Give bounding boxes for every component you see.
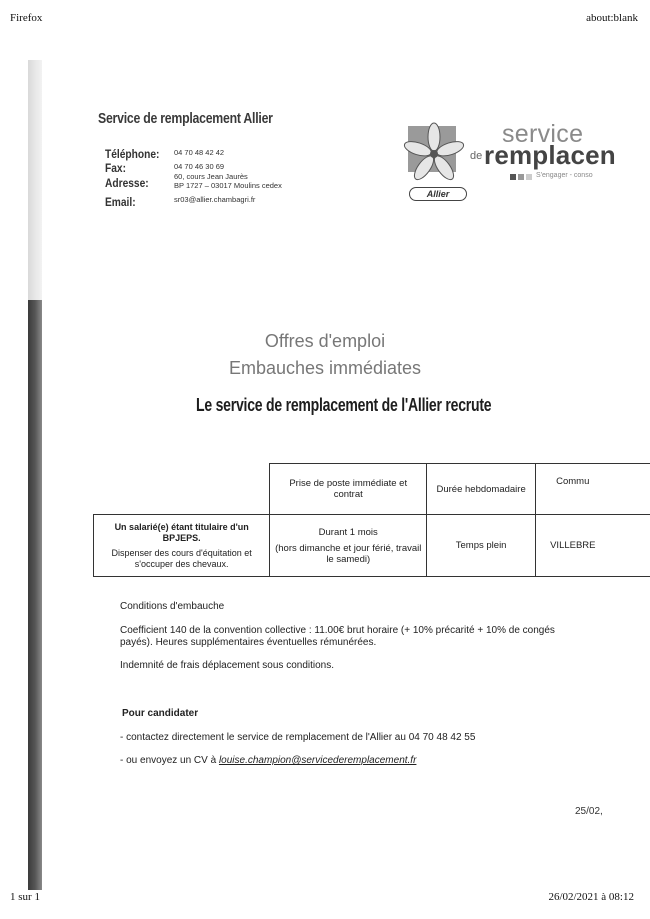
table-header-commune: Commu [536,464,650,515]
address-line1: 60, cours Jean Jaurès [174,172,248,181]
email-value: sr03@allier.chambagri.fr [174,195,256,204]
table-header-empty [94,464,270,515]
offer-table [93,463,650,577]
logo-word-remplacement: remplacen [484,140,616,170]
print-datetime: 26/02/2021 à 08:12 [548,891,634,903]
start-duration: Durant 1 mois [318,526,378,538]
position-title: Un salarié(e) étant titulaire d'un BPJEPS. [114,522,249,543]
title-offres: Offres d'emploi [264,331,386,351]
document-date: 25/02, [575,806,603,817]
conditions-heading: Conditions d'embauche [120,601,225,612]
fax-value: 04 70 46 30 69 [174,162,225,171]
apply-email-prefix: - ou envoyez un CV à [120,755,219,766]
logo-allier-badge: Allier [409,187,467,201]
start-conditions: (hors dimanche et jour férié, travail le samedi) [275,542,422,565]
phone-value: 04 70 48 42 42 [174,148,225,157]
phone-label: Téléphone: [105,147,160,161]
scan-edge-stripe-dark [28,300,42,890]
table-header-prise-de-poste: Prise de poste immédiate et contrat [270,464,427,515]
logo-word-service: service [502,120,584,148]
table-cell-commune: VILLEBRE [536,515,650,577]
address-line2: BP 1727 – 03017 Moulins cedex [174,181,282,190]
address-label: Adresse: [105,176,149,190]
page-count: 1 sur 1 [10,891,40,903]
logo-square-icon [518,174,524,180]
table-cell-duration: Temps plein [427,515,536,577]
offer-table-wrapper [93,463,650,579]
table-cell-start [270,515,427,577]
title-embauches: Embauches immédiates [228,358,422,378]
fax-label: Fax: [105,161,126,175]
email-label: Email: [105,195,136,209]
logo-square-icon [526,174,532,180]
conditions-paragraph-2: Indemnité de frais déplacement sous conditions. [120,660,335,671]
table-cell-position [94,515,270,577]
apply-item-phone: - contactez directement le service de remplacement de l'Allier au 04 70 48 42 55 [120,732,476,743]
apply-email-link[interactable]: louise.champion@servicederemplacement.fr [218,755,417,766]
org-name: Service de remplacement Allier [98,110,273,127]
table-header-duree: Durée hebdomadaire [427,464,536,515]
browser-url: about:blank [586,12,638,24]
logo-square-icon [510,174,516,180]
browser-app-name: Firefox [10,12,43,24]
apply-heading: Pour candidater [122,708,199,719]
logo-word-de: de [470,150,483,162]
apply-item-email [120,755,416,767]
logo-tagline: S'engager - conso [536,172,593,179]
conditions-paragraph-1: Coefficient 140 de la convention collective : 11.00€ brut horaire (+ 10% précarité + 10% de congés payés). Heures supplémentaires éventuelles rémunérées. [120,625,555,648]
position-description: Dispenser des cours d'équitation et s'occuper des chevaux. [111,548,252,569]
headline-recrute: Le service de remplacement de l'Allier recrute [196,395,492,415]
